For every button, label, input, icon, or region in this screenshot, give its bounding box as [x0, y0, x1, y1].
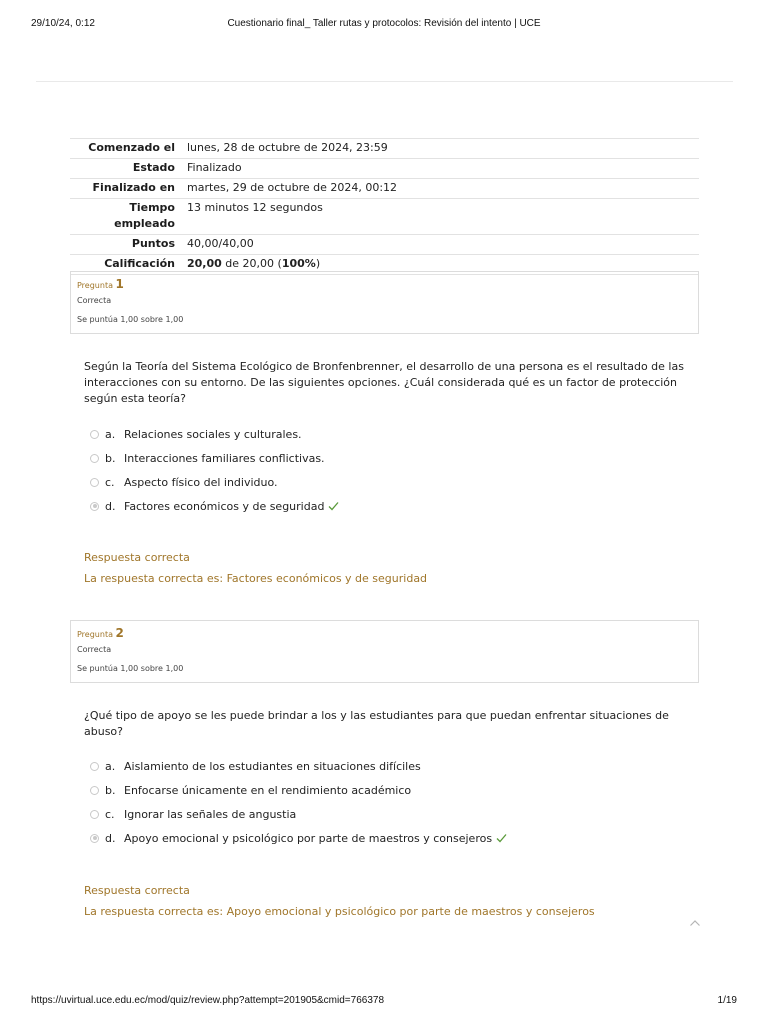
print-header	[0, 18, 768, 32]
summary-label: Estado	[132, 161, 175, 174]
answer-option-selected[interactable]	[90, 494, 690, 518]
question-text: ¿Qué tipo de apoyo se les puede brindar a los y las estudiantes para que puedan enfrentar situaciones de abuso?	[84, 709, 669, 738]
answer-letter: a.	[105, 427, 116, 441]
summary-value: Finalizado	[187, 161, 242, 174]
correct-answer-text: La respuesta correcta es: Factores económicos y de seguridad	[84, 572, 428, 585]
question-info-1	[70, 271, 699, 334]
answer-letter: b.	[105, 451, 116, 465]
summary-value: martes, 29 de octubre de 2024, 00:12	[187, 181, 398, 194]
summary-row	[70, 139, 699, 159]
question-grade: Se puntúa 1,00 sobre 1,00	[77, 315, 184, 324]
answer-letter: c.	[105, 807, 115, 821]
radio-button[interactable]	[90, 786, 99, 795]
answer-letter: a.	[105, 759, 116, 773]
answer-text: Interacciones familiares conflictivas.	[124, 451, 325, 465]
grade-close: )	[315, 257, 321, 270]
check-icon	[496, 833, 507, 843]
print-page-number: 1/19	[717, 995, 737, 1006]
answer-list	[90, 422, 690, 518]
answer-option-selected[interactable]	[90, 826, 690, 850]
print-page-title: Cuestionario final_ Taller rutas y protocolos: Revisión del intento | UCE	[227, 18, 541, 29]
answer-option[interactable]	[90, 446, 690, 470]
radio-button[interactable]	[90, 810, 99, 819]
answer-text: Aislamiento de los estudiantes en situaciones difíciles	[124, 759, 421, 773]
question-number	[77, 277, 698, 292]
attempt-summary-table	[70, 138, 699, 275]
question-grade: Se puntúa 1,00 sobre 1,00	[77, 664, 184, 673]
correct-answer-text: La respuesta correcta es: Apoyo emocional y psicológico por parte de maestros y consejeros	[84, 905, 595, 918]
grade-of: de 20,00 (	[221, 257, 282, 270]
answer-option[interactable]	[90, 802, 690, 826]
summary-row	[70, 159, 699, 179]
answer-text: Ignorar las señales de angustia	[124, 807, 297, 821]
summary-row	[70, 179, 699, 199]
question-state: Correcta	[77, 645, 112, 654]
question-number	[77, 626, 698, 641]
feedback-title: Respuesta correcta	[84, 551, 190, 564]
print-datetime: 29/10/24, 0:12	[31, 18, 95, 29]
print-footer	[0, 995, 768, 1009]
question-number-value: 2	[115, 626, 124, 640]
answer-option[interactable]	[90, 470, 690, 494]
question-info-2	[70, 620, 699, 683]
summary-value: lunes, 28 de octubre de 2024, 23:59	[187, 141, 388, 154]
answer-option[interactable]	[90, 754, 690, 778]
answer-text: Apoyo emocional y psicológico por parte de maestros y consejeros	[124, 831, 493, 845]
answer-letter: b.	[105, 783, 116, 797]
summary-label: Finalizado en	[92, 181, 175, 194]
radio-button[interactable]	[90, 430, 99, 439]
question-number-value: 1	[115, 277, 124, 291]
answer-letter: c.	[105, 475, 115, 489]
summary-row	[70, 199, 699, 235]
print-url: https://uvirtual.uce.edu.ec/mod/quiz/review.php?attempt=201905&cmid=766378	[31, 995, 385, 1006]
header-divider	[36, 81, 733, 82]
chevron-up-icon[interactable]	[689, 918, 701, 928]
question-state: Correcta	[77, 296, 112, 305]
radio-button-checked[interactable]	[90, 502, 99, 511]
summary-label: Calificación	[104, 257, 175, 270]
radio-button[interactable]	[90, 454, 99, 463]
summary-label: Comenzado el	[88, 141, 175, 154]
answer-text: Factores económicos y de seguridad	[124, 499, 325, 513]
answer-text: Enfocarse únicamente en el rendimiento académico	[124, 783, 412, 797]
answer-option[interactable]	[90, 778, 690, 802]
question-prefix: Pregunta	[77, 630, 113, 639]
feedback-block	[84, 883, 704, 920]
summary-label: Puntos	[131, 237, 175, 250]
question-prefix: Pregunta	[77, 281, 113, 290]
radio-button[interactable]	[90, 478, 99, 487]
answer-option[interactable]	[90, 422, 690, 446]
check-icon	[328, 501, 339, 511]
summary-value: 40,00/40,00	[187, 237, 254, 250]
radio-button[interactable]	[90, 762, 99, 771]
answer-letter: d.	[105, 499, 116, 513]
feedback-title: Respuesta correcta	[84, 884, 190, 897]
radio-button-checked[interactable]	[90, 834, 99, 843]
grade-percent: 100%	[281, 257, 316, 270]
answer-text: Aspecto físico del individuo.	[124, 475, 278, 489]
grade-score: 20,00	[187, 257, 222, 270]
summary-row	[70, 235, 699, 255]
summary-label: Tiempo empleado	[114, 201, 175, 230]
answer-letter: d.	[105, 831, 116, 845]
question-text: Según la Teoría del Sistema Ecológico de Bronfenbrenner, el desarrollo de una persona es el resultado de las interacciones con su entorno. De las siguientes opciones. ¿Cuál considerada qué es un factor de protección según esta teoría?	[84, 360, 684, 405]
answer-list	[90, 754, 690, 850]
answer-text: Relaciones sociales y culturales.	[124, 427, 302, 441]
feedback-block	[84, 550, 704, 587]
summary-value: 13 minutos 12 segundos	[187, 201, 323, 214]
